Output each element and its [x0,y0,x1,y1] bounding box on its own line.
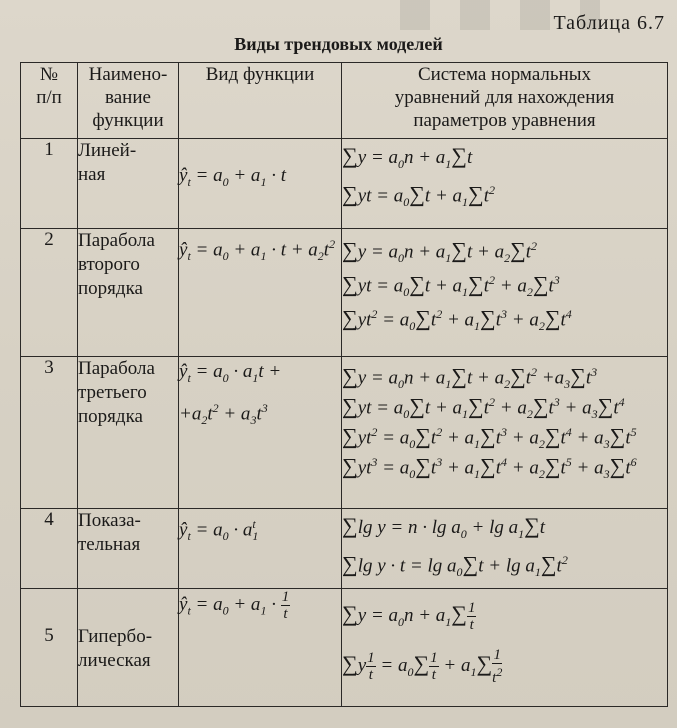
table-row [21,139,668,229]
equation: $\sum y = a_0n + a_1\sum$ $\frac{1}{t}$ [342,600,476,634]
header-row [21,63,668,139]
fraction: $\frac{1}{t}$ [467,600,476,634]
fraction: $\frac{1}{t}$ [367,650,375,684]
fraction: $\frac{1}{t}$ [281,589,290,622]
row-name: Гипербо- лическая [78,589,179,707]
formula: $ŷ_t = a_0 \cdot a_1^t$ [179,517,259,544]
header-func: Вид функции [179,63,342,139]
row-system [342,509,668,589]
trend-models-table [20,62,668,707]
equation: $\sum yt = a_0\sum t + a_1\sum t^2 + a_2\sum t^3$ [342,271,560,300]
equation: ∑y $\frac{1}{t}$ = $a_0\sum$ $\frac{1}{t}$ + $a_1\sum$ $\frac{1}{t^2}$ [342,647,503,687]
row-function [179,357,342,509]
equation: $\sum yt = a_0\sum t + a_1\sum t^2 + a_2\sum t^3 + a_3\sum t^4$ [342,393,625,422]
equation: $\sum yt^2 = a_0\sum t^2 + a_1\sum t^3 + a_2\sum t^4$ [342,305,572,334]
fraction: $\frac{1}{t}$ [430,650,438,684]
table-row [21,589,668,707]
row-system [342,589,668,707]
formula: $ŷ_t = a_0 + a_1 \cdot t$ [179,165,286,189]
row-system [342,139,668,229]
equation: $\sum y = a_0n + a_1\sum t$ [342,143,473,171]
header-name [78,63,179,139]
row-name: Парабола второго порядка [78,229,179,357]
formula: $+a_2t^2 + a_3t^3$ [179,400,268,427]
row-system [342,229,668,357]
row-function [179,229,342,357]
row-name: Показа- тельная [78,509,179,589]
header-name-text: Наимено- вание функции [88,64,168,131]
row-num: 2 [21,229,78,357]
equation: $\sum yt = a_0\sum t + a_1\sum t^2$ [342,181,495,210]
row-function [179,509,342,589]
formula: $ŷ_t = a_0 \cdot a_1t$ + [179,361,282,385]
equation: ∑lg $y = n \cdot \lg a_0 + \lg a_1\sum t$ [342,513,546,541]
header-num-text: № п/п [36,64,62,108]
table-number: Таблица 6.7 [553,12,665,34]
formula: $ŷ_t = a_0 + a_1 \cdot t + a_2t^2$ [179,237,336,264]
table-row [21,509,668,589]
table-row [21,357,668,509]
row-num: 1 [21,139,78,229]
row-num: 4 [21,509,78,589]
row-function [179,139,342,229]
row-system [342,357,668,509]
row-num: 3 [21,357,78,509]
row-name: Линей- ная [78,139,179,229]
row-num: 5 [21,589,78,707]
row-function [179,589,342,707]
header-num [21,63,78,139]
formula: $ŷ_t = a_0 + a_1$ · $\frac{1}{t}$ [179,589,290,622]
fraction: $\frac{1}{t^2}$ [492,647,503,687]
equation: $\sum y = a_0n + a_1\sum t + a_2\sum t^2$ [342,237,538,266]
equation: $\sum yt^3 = a_0\sum t^3 + a_1\sum t^4 + a_2\sum t^5 + a_3\sum t^6$ [342,453,637,482]
equation: $\sum yt^2 = a_0\sum t^2 + a_1\sum t^3 + a_2\sum t^4 + a_3\sum t^5$ [342,423,637,452]
row-name: Парабола третьего порядка [78,357,179,509]
header-system [342,63,668,139]
header-system-text: Система нормальных уравнений для нахождения параметров уравнения [394,64,615,131]
equation: $\sum y = a_0n + a_1\sum t + a_2\sum t^2 +a_3\sum t^3$ [342,363,598,392]
table-row [21,229,668,357]
table-caption: Виды трендовых моделей [234,34,443,54]
equation: ∑lg $y \cdot t = \lg a_0\sum t + \lg a_1\sum t^2$ [342,551,568,580]
